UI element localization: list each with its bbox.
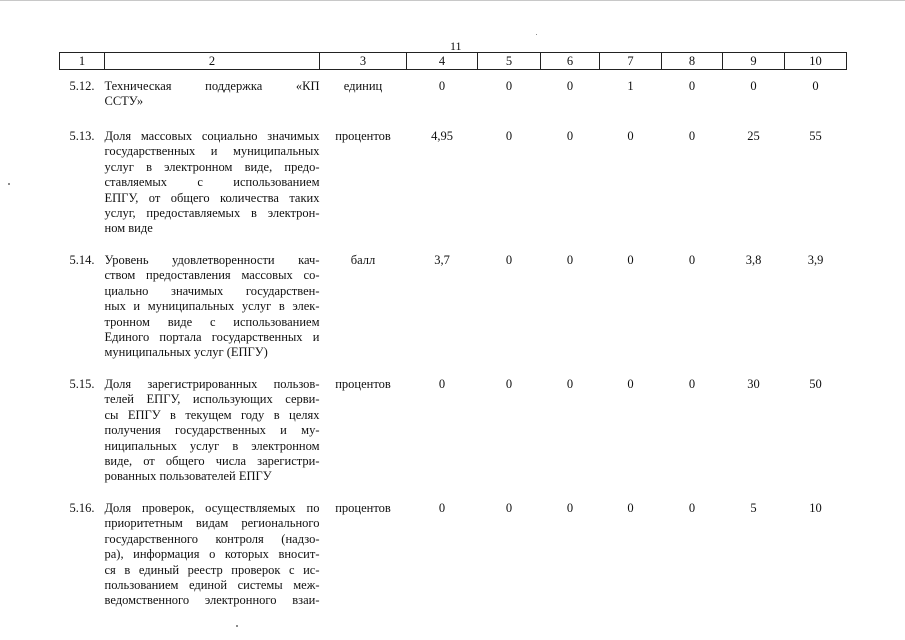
value-cell: 0 [505, 501, 513, 515]
indicator-name-line: пользованием единой системы меж- [104, 578, 320, 593]
indicator-name-line: телей ЕПГУ, использующих серви- [104, 392, 320, 407]
indicator-name-line: ССТУ» [104, 94, 144, 109]
value-cell: 0 [566, 501, 574, 515]
indicator-name-line: ставляемых с использованием [104, 175, 320, 190]
value-cell: 30 [747, 377, 760, 391]
indicator-name-line: ном виде [104, 221, 153, 236]
indicator-name [105, 129, 320, 253]
column-number-header-row [60, 53, 847, 70]
value-cell: 0 [438, 377, 446, 391]
indicator-name-line: виде, от общего числа зарегистри- [104, 454, 320, 469]
indicator-name [105, 501, 320, 621]
unit-cell: балл [350, 253, 376, 267]
column-header: 5 [478, 53, 541, 70]
indicator-name-line: ра), информация о которых вносит- [104, 547, 320, 562]
unit-cell: процентов [335, 501, 391, 515]
unit-cell: единиц [343, 79, 383, 93]
indicator-name-line: ЕПГУ, от общего количества таких [104, 190, 320, 205]
table-row [60, 377, 847, 501]
column-header: 4 [407, 53, 478, 70]
row-number: 5.13. [69, 129, 95, 143]
value-cell: 1 [627, 79, 634, 93]
value-cell: 0 [627, 377, 634, 391]
indicator-name-line: Доля проверок, осуществляемых по [104, 501, 320, 515]
value-cell: 0 [812, 79, 819, 93]
value-cell: 0 [627, 501, 634, 515]
value-cell: 0 [750, 79, 757, 93]
indicator-name-line: Техническая поддержка «КП [104, 79, 320, 93]
indicator-name-line: государственного контроля (надзо- [104, 531, 320, 546]
indicator-name [105, 70, 320, 130]
indicator-name-line: Единого портала государственных и [104, 330, 320, 345]
indicator-name-line: услуг, предоставляемых в электрон- [104, 206, 320, 221]
value-cell: 10 [809, 501, 822, 515]
value-cell: 0 [688, 377, 696, 391]
row-number: 5.12. [69, 79, 95, 93]
value-cell: 0 [566, 129, 574, 143]
column-header: 9 [723, 53, 785, 70]
value-cell: 0 [566, 79, 574, 93]
value-cell: 0 [566, 253, 574, 267]
value-cell: 0 [438, 79, 446, 93]
value-cell: 55 [809, 129, 822, 143]
column-header: 8 [662, 53, 723, 70]
indicator-name-line: Уровень удовлетворенности кач- [104, 253, 320, 267]
value-cell: 0 [505, 253, 513, 267]
value-cell: 5 [750, 501, 757, 515]
indicator-name-line: приоритетным видам регионального [104, 516, 320, 531]
column-header: 3 [320, 53, 407, 70]
table-row [60, 70, 847, 130]
value-cell: 0 [688, 79, 696, 93]
indicator-name-line: ниципальных услуг в электронном [104, 438, 320, 453]
column-header: 6 [541, 53, 600, 70]
value-cell: 3,7 [434, 253, 450, 267]
value-cell: 50 [809, 377, 822, 391]
column-header: 10 [785, 53, 847, 70]
indicator-name-line: рованных пользователей ЕПГУ [104, 469, 272, 484]
value-cell: 0 [505, 377, 513, 391]
row-number: 5.16. [69, 501, 95, 515]
indicator-name-line: муниципальных услуг (ЕПГУ) [104, 345, 268, 360]
indicator-name-line: государственных и муниципальных [104, 144, 320, 159]
indicator-name-line: получения государственных и му- [104, 423, 320, 438]
column-header: 1 [60, 53, 105, 70]
scan-speck [236, 625, 238, 627]
indicator-name [105, 253, 320, 377]
indicator-name-line: ных и муниципальных услуг в элек- [104, 299, 320, 314]
indicator-name-line: ся в единый реестр проверок с ис- [104, 562, 320, 577]
column-header: 7 [600, 53, 662, 70]
value-cell: 0 [688, 129, 696, 143]
indicator-name-line: Доля массовых социально значимых [104, 129, 320, 143]
indicator-name-line: тронном виде с использованием [104, 314, 320, 329]
scan-edge-line [0, 0, 905, 1]
indicator-name-line: услуг в электронном виде, предо- [104, 159, 320, 174]
value-cell: 0 [688, 501, 696, 515]
table-row [60, 253, 847, 377]
column-header: 2 [105, 53, 320, 70]
indicator-name [105, 377, 320, 501]
indicator-name-line: ведомственного электронного взаи- [104, 593, 320, 608]
scan-speck [536, 34, 537, 35]
value-cell: 0 [627, 129, 634, 143]
indicator-name-line: циально значимых государствен- [104, 283, 320, 298]
row-number: 5.14. [69, 253, 95, 267]
scan-speck [8, 183, 10, 185]
value-cell: 0 [688, 253, 696, 267]
value-cell: 0 [566, 377, 574, 391]
indicator-name-line: ством предоставления массовых со- [104, 268, 320, 283]
indicators-table [59, 52, 847, 621]
value-cell: 3,9 [807, 253, 824, 267]
value-cell: 0 [505, 129, 513, 143]
indicator-name-line: Доля зарегистрированных пользов- [104, 377, 320, 391]
indicator-name-line: сы ЕПГУ в текущем году в целях [104, 407, 320, 422]
unit-cell: процентов [335, 377, 391, 391]
table-row [60, 129, 847, 253]
value-cell: 0 [505, 79, 513, 93]
value-cell: 4,95 [431, 129, 453, 143]
value-cell: 25 [747, 129, 760, 143]
value-cell: 0 [438, 501, 446, 515]
table-row [60, 501, 847, 621]
value-cell: 3,8 [745, 253, 762, 267]
unit-cell: процентов [335, 129, 391, 143]
page-number: 11 [450, 39, 462, 53]
value-cell: 0 [627, 253, 634, 267]
row-number: 5.15. [69, 377, 95, 391]
